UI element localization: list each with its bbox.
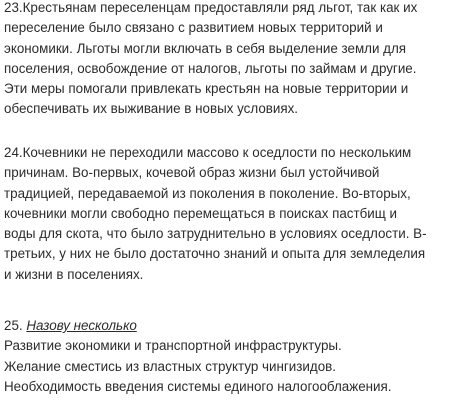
answer-25-line: Необходимость введения системы единого налогооблажения. bbox=[4, 378, 392, 394]
answer-24-line: 24.Кочевники не переходили массово к оседлости по нескольким bbox=[4, 145, 412, 160]
answer-25-number: 25. bbox=[4, 318, 23, 333]
answer-24-line: воды для скота, что было затруднительно в условиях оседлости. В- bbox=[4, 226, 427, 242]
answer-24-line: третьих, у них не было достаточно знаний и опыта для земледелия bbox=[4, 246, 426, 262]
answer-23 bbox=[4, 0, 462, 120]
answer-25-line: Развитие экономики и транспортной инфраструктуры. bbox=[4, 338, 342, 354]
answer-25-line: Желание сместись из властных структур чингизидов. bbox=[4, 358, 336, 374]
answer-25-link[interactable]: Назову несколько bbox=[26, 318, 137, 333]
answer-24-line: причинам. Во-первых, кочевой образ жизни был устойчивой bbox=[4, 165, 380, 181]
answer-23-line: Эти меры помогали привлекать крестьян на новые территории и bbox=[4, 81, 409, 97]
answer-24-line: и жизни в поселениях. bbox=[4, 266, 144, 282]
answer-24-line: традицией, передаваемой из поколения в поколение. Во-вторых, bbox=[4, 185, 411, 201]
answer-23-line: поселения, освобождение от налогов, льготы по займам и другие. bbox=[4, 60, 417, 76]
answer-23-line: экономики. Льготы могли включать в себя выделение земли для bbox=[4, 40, 407, 56]
answer-24-line: кочевники могли свободно перемещаться в поисках пастбищ и bbox=[4, 205, 398, 221]
answer-24 bbox=[4, 143, 462, 285]
answer-23-line: переселение было связано с развитием новых территорий и bbox=[4, 20, 383, 36]
answer-25 bbox=[4, 316, 462, 397]
answer-25-heading bbox=[4, 316, 462, 336]
answer-23-line: обеспечивать их выживание в новых условиях. bbox=[4, 101, 299, 117]
answer-23-line: 23.Крестьянам переселенцам предоставляли ряд льгот, так как их bbox=[4, 0, 418, 15]
